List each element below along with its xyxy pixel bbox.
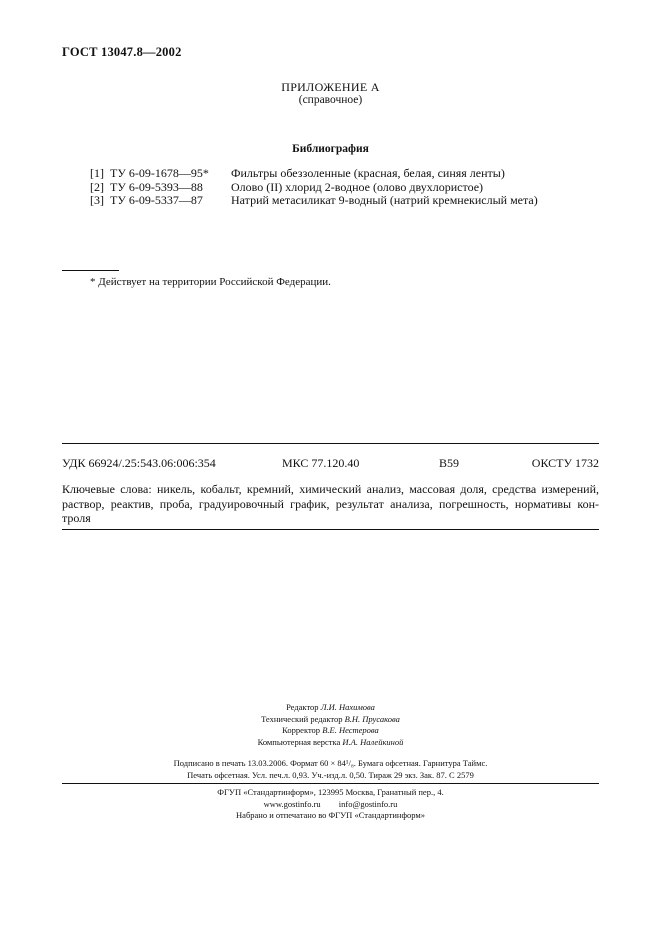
- mks-code: МКС 77.120.40: [282, 456, 360, 470]
- ref-title: Натрий метасиликат 9-водный (натрий кремнекислый мета): [231, 193, 538, 207]
- credit-tech-editor: Технический редактор В.Н. Прусакова: [261, 713, 400, 724]
- bibliography-list: [90, 167, 538, 208]
- ref-code: ТУ 6-09-5337—87: [110, 193, 203, 207]
- publisher-address: ФГУП «Стандартинформ», 123995 Москва, Гранатный пер., 4.: [217, 787, 444, 797]
- publisher-email: info@gostinfo.ru: [338, 798, 398, 809]
- print-info: [0, 757, 661, 781]
- ref-number: [1]: [90, 166, 104, 180]
- credit-layout: Компьютерная верстка И.А. Налейкиной: [257, 736, 404, 747]
- ref-title: Фильтры обеззоленные (красная, белая, синяя ленты): [231, 166, 505, 180]
- appendix-subtitle: (справочное): [298, 94, 363, 106]
- keywords-line: раствор, реактив, проба, градуировочный график, результат анализа, погрешность, нормативы кон-: [62, 496, 599, 511]
- print-info-line: Печать офсетная. Усл. печ.л. 0,93. Уч.-изд.л. 0,50. Тираж 29 экз. Зак. 87. С 2579: [187, 770, 474, 780]
- publisher-rule: [62, 783, 599, 784]
- credit-corrector: Корректор В.Е. Нестерова: [282, 725, 379, 735]
- publisher-printed: Набрано и отпечатано во ФГУП «Стандартинформ»: [236, 810, 425, 820]
- print-info-line: Подписано в печать 13.03.2006. Формат 60 × 84¹/₈. Бумага офсетная. Гарнитура Таймс.: [173, 758, 488, 768]
- editorial-credits: [0, 702, 661, 748]
- standard-code: ГОСТ 13047.8—2002: [62, 45, 182, 59]
- footnote: * Действует на территории Российской Федерации.: [90, 276, 331, 288]
- keywords-bottom-rule: [62, 529, 599, 530]
- ref-code: ТУ 6-09-1678—95*: [110, 166, 209, 180]
- classification-top-rule: [62, 443, 599, 444]
- keywords-line: троля: [62, 511, 91, 525]
- keywords: [62, 482, 599, 526]
- okstu-code: ОКСТУ 1732: [531, 456, 599, 470]
- footnote-divider: [62, 270, 119, 271]
- udk-code: УДК 66924/.25:543.06:006:354: [62, 456, 216, 470]
- bibliography-item: [90, 167, 538, 181]
- publisher-contacts: [0, 799, 661, 811]
- ref-number: [3]: [90, 193, 104, 207]
- group-code: В59: [439, 456, 460, 470]
- appendix-title: ПРИЛОЖЕНИЕ А: [281, 80, 380, 94]
- publisher-info: [0, 787, 661, 822]
- publisher-website: www.gostinfo.ru: [263, 798, 321, 809]
- keywords-line: Ключевые слова: никель, кобальт, кремний, химический анализ, массовая доля, средства измерений,: [62, 482, 599, 496]
- bibliography-item: [90, 181, 538, 195]
- credit-editor: Редактор Л.И. Нахимова: [286, 702, 375, 712]
- bibliography-heading: Библиография: [292, 143, 369, 155]
- ref-number: [2]: [90, 179, 104, 194]
- bibliography-item: [90, 194, 538, 208]
- ref-code: ТУ 6-09-5393—88: [110, 179, 203, 194]
- ref-title: Олово (II) хлорид 2-водное (олово двухлористое): [231, 179, 484, 194]
